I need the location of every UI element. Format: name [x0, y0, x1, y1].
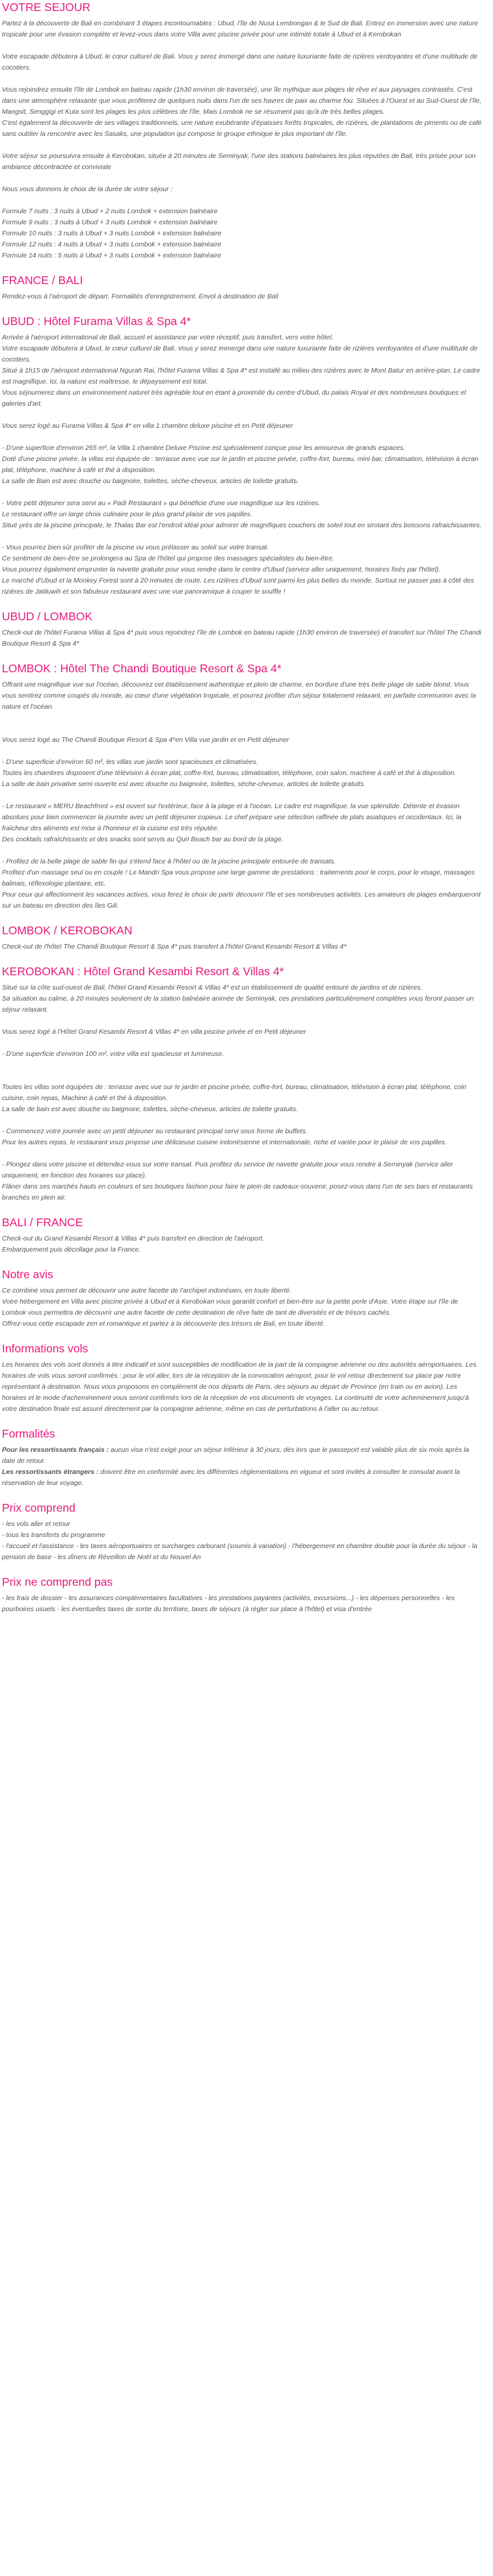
- paragraph: Situé sur la côte sud-ouest de Bali, l'hôtel Grand Kesambi Resort & Villas 4* est un établissement de qualité entouré de jardins et de rizières.: [2, 984, 423, 992]
- spacer: [2, 790, 483, 801]
- paragraph: Votre escapade débutera à Ubud, le cœur culturel de Bali. Vous y serez immergé dans une nature luxuriante faite de rizières verdoyantes et d'une multitude de cocotiers.: [2, 53, 478, 72]
- paragraph: Offrant une magnifique vue sur l'océan, découvrez cet établissement authentique et plein de charme, en bordure d'une très belle plage de sable blond. Vous vous sentirez comme coupés du monde, au cœur d'une végétation tropicale, et pourrez profiter d'un séjour totalement relaxant, en parfaite communion avec la nature et l'océan.: [2, 681, 476, 711]
- paragraph: Profitez d'un massage seul ou en couple ! Le Mandri Spa vous propose une large gamme de prestations : traitements pour le corps, pour le visage, massages balinais, réflexologie plantaire, etc.: [2, 869, 475, 887]
- paragraph: Pour les autres repas, le restaurant vous propose une délicieuse cuisine indonésienne et internationale, riche et variée pour le plaisir de vos papilles.: [2, 1139, 447, 1146]
- paragraph: Toutes les villas sont équipées de : terrasse avec vue sur le jardin et piscine privée, coffre-fort, bureau, climatisation, télévision à écran plat, téléphone, coin cuisine, coin repas, Machine à café et thé à disposition.: [2, 1084, 467, 1102]
- paragraph: - l'accueil et l'assistance - les taxes aéroportuaires et surcharges carburant (soumis à variation) - l'hébergement en chambre double pour la durée du séjour - la pension de base - les dîners de Réveillon de Noël et du Nouvel An: [2, 1543, 477, 1561]
- paragraph: Embarquement puis décollage pour la France.: [2, 1246, 141, 1254]
- paragraph: Check-out du Grand Kesambi Resort & Villas 4* puis transfert en direction de l'aéroport.: [2, 1235, 265, 1242]
- paragraph: Rendez-vous à l'aéroport de départ. Formalités d'enregistrement. Envol à destination de Bali: [2, 293, 279, 300]
- paragraph: - Plongez dans votre piscine et détendez-vous sur votre transat. Puis profitez du service de navette gratuite pour vous rendre à Seminyak (service aller uniquement, en fonction des horaires sur place).: [2, 1161, 453, 1179]
- paragraph: Vous séjournerez dans un environnement naturel très agréable tout en étant à proximité du centre d'Ubud, du palais Royal et des nombreuses boutiques et galeries d'art.: [2, 389, 466, 408]
- paragraph: Partez à la découverte de Bali en combinant 3 étapes incontournables : Ubud, l'île de Nusa Lembongan & le Sud de Bali. Entrez en immersion avec une nature tropicale pour une évasion complète et levez-vous dans votre Villa avec piscine privée pour une intimité totale à Ubud et à Kerobokan: [2, 20, 479, 38]
- paragraph: - Le restaurant « MERU Beachfront » est ouvert sur l'extérieur, face à la plage et à l'océan. Le cadre est magnifique, la vue splendide. Détente et évasion absolues pour bien commencer la journée avec un petit déjeuner copieux. Le chef prépare une sélection raffinée de plats asiatiques et occidentaux. Ici, la fraîcheur des aliments est mise à l'honneur et la cuisine est très réputée.: [2, 803, 462, 832]
- paragraph: - Votre petit déjeuner sera servi au « Padi Restaurant » qui bénéficie d'une vue magnifique sur les rizières.: [2, 500, 321, 507]
- spacer: [2, 1016, 483, 1027]
- section-11: [2, 1501, 483, 1563]
- spacer: [2, 724, 483, 735]
- spacer: [2, 140, 483, 151]
- section-heading: KEROBOKAN : Hôtel Grand Kesambi Resort & Villas 4*: [2, 965, 284, 978]
- paragraph: - D'une superficie d'environ 265 m², la Villa 1 chambre Deluxe Piscine est spécialement conçue pour les amoureux de grands espaces.: [2, 445, 406, 452]
- paragraph: Doté d'une piscine privée, la villas est équipée de : terrasse avec vue sur le jardin et piscine privée, coffre-fort, bureau, mini bar, climatisation, télévision à écran plat, téléphone, machine à café et thé à disposition.: [2, 456, 479, 474]
- paragraph: Formule 9 nuits : 3 nuits à Ubud + 3 nuits Lombok + extension balnéaire: [2, 219, 218, 226]
- section-0: [2, 0, 483, 261]
- paragraph: Formule 7 nuits : 3 nuits à Ubud + 2 nuits Lombok + extension balnéaire: [2, 208, 218, 215]
- paragraph: - tous les transferts du programme: [2, 1532, 105, 1539]
- section-heading: Prix comprend: [2, 1501, 75, 1514]
- section-heading: Notre avis: [2, 1268, 53, 1281]
- section-heading: BALI / FRANCE: [2, 1216, 83, 1229]
- paragraph: - les vols aller et retour: [2, 1521, 71, 1528]
- spacer: [2, 746, 483, 757]
- section-heading: LOMBOK / KEROBOKAN: [2, 924, 133, 937]
- paragraph: Votre séjour se poursuivra ensuite à Kerobokan, située à 20 minutes de Seminyak, l'une des stations balnéaires les plus réputées de Bali, très prisée pour son ambiance décontractée et conviviale: [2, 153, 476, 171]
- paragraph: Situé près de la piscine principale, le Thalas Bar est l'endroit idéal pour admirer de magnifiques couchers de soleil tout en sirotant des boissons rafraichissantes.: [2, 522, 482, 529]
- paragraph: Check-out de l'hôtel The Chandi Boutique Resort & Spa 4* puis transfert à l'hôtel Grand Kesambi Resort & Villas 4*: [2, 943, 347, 951]
- section-heading: Informations vols: [2, 1342, 88, 1355]
- spacer: [2, 432, 483, 443]
- paragraph: Des cocktails rafraîchissants et des snacks sont servis au Quri Beach bar au bord de la plage.: [2, 836, 284, 843]
- paragraph: Les ressortissants étrangers : doivent être en conformité avec les différentes réglementations en vigueur et sont invités à consulter le consulat avant la réservation de leur voyage.: [2, 1469, 460, 1487]
- section-4: [2, 661, 483, 912]
- paragraph: La salle de bain privative semi ouverte est avec douche ou baignoire, toilettes, sèche-cheveux, articles de toilette gratuits.: [2, 781, 366, 788]
- paragraph: Votre escapade débutera à Ubud, le cœur culturel de Bali. Vous y serez immergé dans une nature luxuriante faite de rizières verdoyantes et d'une multitude de cocotiers.: [2, 345, 478, 363]
- paragraph: - D'une superficie d'environ 60 m², les villas vue jardin sont spacieuses et climatisées.: [2, 759, 258, 766]
- section-3: [2, 609, 483, 650]
- section-heading: Formalités: [2, 1427, 55, 1440]
- section-2: [2, 314, 483, 598]
- paragraph: Pour les ressortissants français : aucun visa n'est exigé pour un séjour inférieur à 30 jours, dès lors que le passeport est valable plus de six mois après la date de retour.: [2, 1447, 470, 1465]
- paragraph: Sa situation au calme, à 20 minutes seulement de la station balnéaire animée de Seminyak, ces prestations particulièrement complètes vous feront passer un séjour relaxant.: [2, 995, 474, 1014]
- paragraph: - D'une superficie d'environ 100 m², votre villa est spacieuse et lumineuse.: [2, 1051, 224, 1058]
- paragraph: Formule 12 nuits : 4 nuits à Ubud + 3 nuits Lombok + extension balnéaire: [2, 241, 222, 248]
- section-heading: FRANCE / BALI: [2, 274, 83, 287]
- section-7: [2, 1215, 483, 1255]
- section-8: [2, 1267, 483, 1330]
- paragraph: Offrez-vous cette escapade zen et romantique et partez à la découverte des trésors de Bali, en toute liberté.: [2, 1321, 325, 1328]
- paragraph: Arrivée à l'aéroport international de Bali, accueil et assistance par votre réceptif, puis transfert, vers votre hôtel.: [2, 334, 334, 341]
- paragraph: La salle de Bain est avec douche ou baignoire, toilettes, sèche-cheveux, articles de toilette gratuits.: [2, 478, 299, 485]
- paragraph: - Vous pourrez bien sûr profiter de la piscine ou vous prélasser au soleil sur votre transat.: [2, 544, 269, 551]
- paragraph: La salle de bain est avec douche ou baignoire, toilettes, sèche-cheveux, articles de toilette gratuits.: [2, 1106, 299, 1113]
- spacer: [2, 1071, 483, 1082]
- paragraph: Toutes les chambres disposent d'une télévision à écran plat, coffre-fort, bureau, climatisation, téléphone, coin salon, machine à café et thé à disposition.: [2, 770, 457, 777]
- paragraph: Formule 14 nuits : 5 nuits à Ubud + 3 nuits Lombok + extension balnéaire: [2, 252, 222, 259]
- lead-label: Les ressortissants étrangers :: [2, 1469, 99, 1476]
- section-9: [2, 1341, 483, 1415]
- paragraph: Ce combiné vous permet de découvrir une autre facette de l'archipel indonésien, en toute liberté.: [2, 1287, 292, 1295]
- paragraph: Flâner dans ses marchés hauts en couleurs et ses boutiques fashion pour faire le plein de cadeaux-souvenir, posez-vous dans l'un de ses bars et restaurants branchés en plein air.: [2, 1183, 473, 1202]
- paragraph: Vous rejoindrez ensuite l'île de Lombok en bateau rapide (1h30 environ de traversée), une île mythique aux plages de rêve et aux paysages contrastés. C'est dans une atmosphère relaxante que vous profiterez de quelques nuits dans l'un de ses havres de paix au charme fou. Situées à l'Ouest et au Sud-Ouest de l'île, Mangsit, Senggigi et Kuta sont les plages les plus célèbres de l'île. Mais Lombok ne se résument pas qu'à de très belles plages.: [2, 86, 482, 116]
- spacer: [2, 713, 483, 724]
- spacer: [2, 487, 483, 498]
- paragraph: Le marché d'Ubud et la Monkey Forest sont à 20 minutes de route. Les rizières d'Ubud sont parmi les plus belles du monde. Surtout ne passer pas à côté des rizières de Jatiluwih et son fabuleux restaurant avec une vue panoramique à couper le souffle !: [2, 577, 474, 596]
- paragraph: Formule 10 nuits : 3 nuits à Ubud + 3 nuits Lombok + extension balnéaire: [2, 230, 222, 237]
- section-heading: VOTRE SEJOUR: [2, 1, 91, 14]
- paragraph: Le restaurant offre un large choix culinaire pour le plus grand plaisir de vos papilles.: [2, 511, 252, 518]
- paragraph: Les horaires des vols sont donnés à titre indicatif et sont susceptibles de modification de la part de la compagnie aérienne ou des autorités aéroportuaires. Les horaires de vols vous seront confirmés : pour le vol aller, lors de la réception de la convocation aéroport, pour le vol retour directement sur place par notre représentant à destination. Nous vous proposons en complément de nos départs de Paris, des séjours au départ de Province (en train ou en avion). Les horaires et le mode d'acheminement vous seront confirmés lors de la réception de vos documents de voyages. La continuité de votre acheminement jusqu'à votre destination finale est assuré directement par la compagnie aérienne, même en cas de perturbations à l'aller ou au retour.: [2, 1361, 477, 1413]
- paragraph: Pour ceux qui affectionnent les vacances actives, vous ferez le choix de partir découvrir l'île et ses nombreuses activités. Les amateurs de plages embarqueront sur un bateau en direction des îles Gili.: [2, 891, 481, 910]
- section-1: [2, 273, 483, 302]
- spacer: [2, 1148, 483, 1159]
- paragraph: C'est également la découverte de ses villages traditionnels, une nature exubérante d'épaisses forêts tropicales, de rizières, de plantations de piments ou de café sans oublier la rencontre avec les Sasaks, une population qui compose le groupe ethnique le plus important de l'île.: [2, 120, 482, 138]
- paragraph: Vous serez logé à l'Hôtel Grand Kesambi Resort & Villas 4* en villa piscine privée et en Petit déjeuner: [2, 1029, 306, 1036]
- spacer: [2, 173, 483, 184]
- spacer: [2, 1038, 483, 1049]
- section-heading: UBUD / LOMBOK: [2, 610, 93, 623]
- paragraph: - les frais de dossier - les assurances complémentaires facultatives - les prestations payantes (activités, excursions...) - les dépenses personnelles - les pourboires usuels - les éventuelles taxes de sortie du territoire, taxes de séjours (à régler sur place à l'hôtel) et visa d'entrée: [2, 1595, 455, 1613]
- spacer: [2, 1060, 483, 1071]
- spacer: [2, 1115, 483, 1126]
- spacer: [2, 410, 483, 421]
- paragraph: Vous pourrez également emprunter la navette gratuite pour vous rendre dans le centre d'Ubud (service aller uniquement, horaires fixés par l'hôtel).: [2, 566, 441, 573]
- paragraph: Vous serez logé au The Chandi Boutique Resort & Spa 4*en Villa vue jardin et en Petit déjeuner: [2, 737, 289, 744]
- section-10: [2, 1426, 483, 1489]
- paragraph: Vous serez logé au Furama Villas & Spa 4* en villa 1 chambre deluxe piscine et en Petit déjeuner: [2, 423, 293, 430]
- section-heading: LOMBOK : Hôtel The Chandi Boutique Resort & Spa 4*: [2, 662, 282, 675]
- paragraph: Situé à 1h15 de l'aéroport international Ngurah Rai, l'hôtel Furama Villas & Spa 4* est installé au milieu des rizières avec le Mont Batur en arrière-plan. Le cadre est magnifique. Ici, la nature est maîtresse, le dépaysement est total.: [2, 367, 480, 386]
- spacer: [2, 531, 483, 542]
- section-12: [2, 1575, 483, 1615]
- lead-label: Pour les ressortissants français :: [2, 1447, 109, 1454]
- spacer: [2, 40, 483, 51]
- paragraph: Ce sentiment de bien-être se prolongera au Spa de l'hôtel qui propose des massages spécialistes du bien-être.: [2, 555, 334, 562]
- paragraph: - Commencez votre journée avec un petit déjeuner au restaurant principal servi sous forme de buffets.: [2, 1128, 308, 1135]
- section-6: [2, 964, 483, 1203]
- section-heading: UBUD : Hôtel Furama Villas & Spa 4*: [2, 315, 191, 328]
- spacer: [2, 195, 483, 206]
- paragraph: Check-out de l'hôtel Furama Villas & Spa 4* puis vous rejoindrez l'île de Lombok en bateau rapide (1h30 environ de traversée) et transfert sur l'hôtel The Chandi Boutique Resort & Spa 4*: [2, 629, 481, 648]
- section-heading: Prix ne comprend pas: [2, 1575, 113, 1588]
- spacer: [2, 73, 483, 85]
- spacer: [2, 845, 483, 856]
- section-5: [2, 923, 483, 953]
- paragraph: - Profitez de la belle plage de sable fin qui s'étend face à l'hôtel ou de la piscine principale entourée de transats.: [2, 858, 336, 865]
- paragraph: Nous vous donnons le choix de la durée de votre séjour :: [2, 186, 173, 193]
- paragraph: Votre hébergement en Villa avec piscine privée à Ubud et à Kerobokan vous garantit confort et bien-être sur la petite perle d'Asie. Votre étape sur l'île de Lombok vous permettra de découvrir une autre facette de cette destination de rêve faite de tant de diversités et de trésors cachés.: [2, 1298, 459, 1317]
